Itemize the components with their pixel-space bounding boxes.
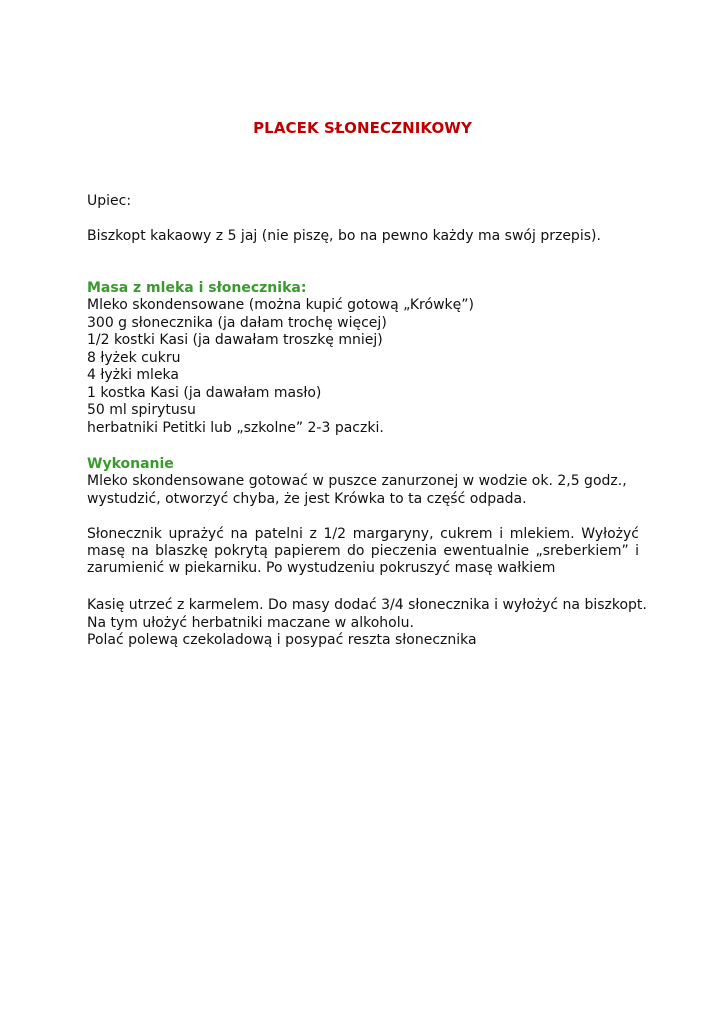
method-paragraph-line: wystudzić, otworzyć chyba, że jest Krówka to ta część odpada. bbox=[87, 491, 527, 507]
method-paragraph-line: Mleko skondensowane gotować w puszce zanurzonej w wodzie ok. 2,5 godz., bbox=[87, 473, 627, 489]
method-paragraph-line: Na tym ułożyć herbatniki maczane w alkoholu. bbox=[87, 615, 414, 631]
ingredient-item: herbatniki Petitki lub „szkolne” 2-3 paczki. bbox=[87, 420, 384, 436]
recipe-title: PLACEK SŁONECZNIKOWY bbox=[253, 119, 472, 137]
ingredient-item: 4 łyżki mleka bbox=[87, 367, 179, 383]
ingredient-item: 1 kostka Kasi (ja dawałam masło) bbox=[87, 385, 322, 401]
method-paragraph-line: Polać polewą czekoladową i posypać reszta słonecznika bbox=[87, 632, 477, 648]
method-paragraph-line: Kasię utrzeć z karmelem. Do masy dodać 3/4 słonecznika i wyłożyć na biszkopt. bbox=[87, 597, 647, 613]
method-heading: Wykonanie bbox=[87, 456, 174, 472]
method-paragraph: Słonecznik uprażyć na patelni z 1/2 margaryny, cukrem i mlekiem. Wyłożyć masę na blaszkę pokrytą papierem do pieczenia ewentualnie „sreberkiem” i zarumienić w piekarniku. Po wystudzeniu pokruszyć masę wałkiem bbox=[87, 526, 639, 576]
ingredient-item: 300 g słonecznika (ja dałam trochę więcej) bbox=[87, 315, 387, 331]
ingredient-item: Mleko skondensowane (można kupić gotową „Krówkę”) bbox=[87, 297, 474, 313]
bake-label: Upiec: bbox=[87, 193, 132, 209]
mass-heading: Masa z mleka i słonecznika: bbox=[87, 280, 307, 296]
ingredient-item: 50 ml spirytusu bbox=[87, 402, 196, 418]
ingredient-item: 1/2 kostki Kasi (ja dawałam troszkę mniej) bbox=[87, 332, 383, 348]
sponge-instruction: Biszkopt kakaowy z 5 jaj (nie piszę, bo na pewno każdy ma swój przepis). bbox=[87, 228, 601, 244]
ingredient-item: 8 łyżek cukru bbox=[87, 350, 181, 366]
